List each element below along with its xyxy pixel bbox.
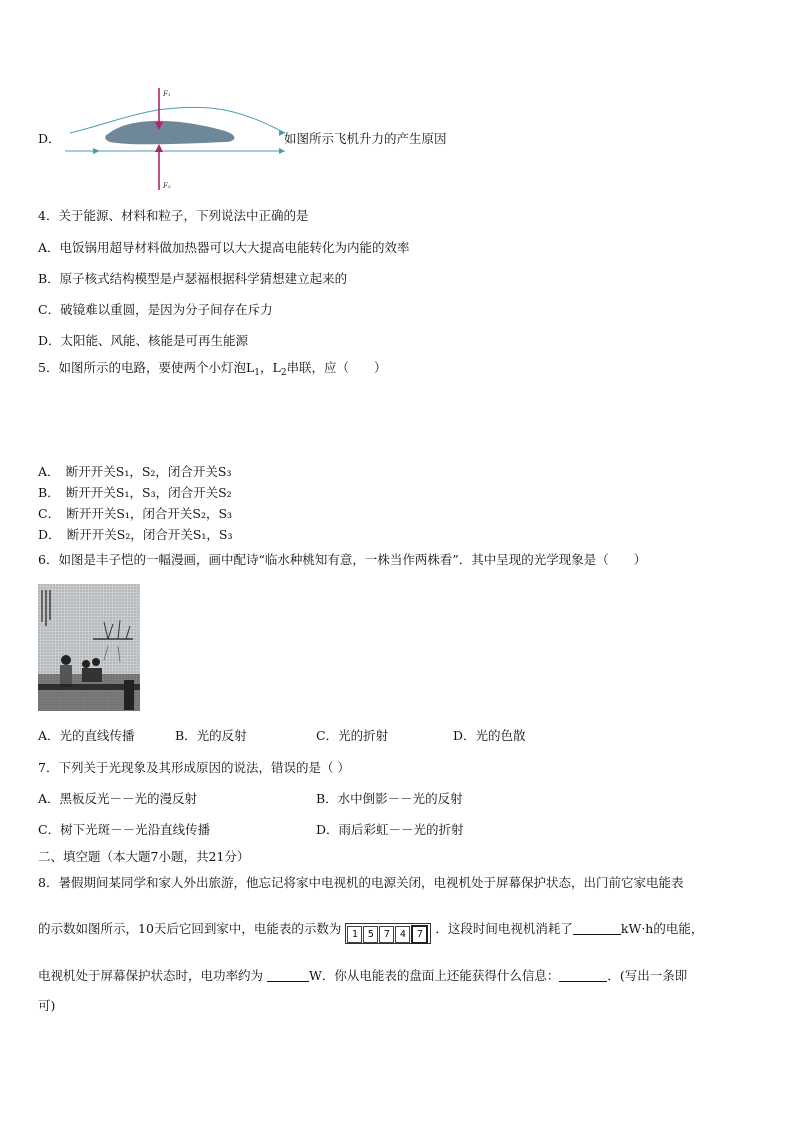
q6-stem: 6．如图是丰子恺的一幅漫画，画中配诗“临水种桃知有意，一株当作两株看”．其中呈现的光学现象是（ ）: [38, 552, 647, 567]
meter-digit: 4: [395, 926, 410, 943]
meter-digit-decimal: 7: [411, 925, 428, 944]
q7-option-c: C．树下光斑－－光沿直线传播: [38, 822, 211, 837]
answer-blank-info[interactable]: [559, 969, 607, 982]
q8-line1: 8．暑假期间某同学和家人外出旅游，他忘记将家中电视机的电源关闭，电视机处于屏幕保护状态，出门前它家电能表: [38, 875, 684, 890]
q4-option-b: B．原子核式结构模型是卢瑟福根据科学猜想建立起来的: [38, 271, 348, 286]
q4-option-c: C．破镜难以重圆，是因为分子间存在斥力: [38, 302, 273, 317]
q8-line3: 电视机处于屏幕保护状态时，电功率约为 W．你从电能表的盘面上还能获得什么信息： ．(写出一条即: [38, 968, 688, 983]
q4-stem: 4．关于能源、材料和粒子，下列说法中正确的是: [38, 208, 309, 223]
q6-option-d: D．光的色散: [453, 728, 526, 743]
meter-digit: 5: [363, 926, 378, 943]
section-heading: 二、填空题（本大题7小题，共21分）: [38, 849, 250, 864]
q5-option-b: B． 断开开关S₁，S₃，闭合开关S₂: [38, 485, 232, 500]
q7-option-b: B．水中倒影－－光的反射: [316, 791, 463, 806]
airfoil-lift-figure: [60, 86, 290, 192]
q7-option-a: A．黑板反光－－光的漫反射: [38, 791, 198, 806]
force-f2-label: F₂: [163, 182, 171, 190]
q8-line4: 可): [38, 998, 56, 1013]
q5-option-c: C． 断开开关S₁，闭合开关S₂，S₃: [38, 506, 233, 521]
meter-digit: 7: [379, 926, 394, 943]
force-f1-label: F₁: [163, 90, 171, 98]
feng-zikai-cartoon-image: [38, 584, 140, 711]
q6-option-a: A．光的直线传播: [38, 728, 135, 743]
q3-option-d-text: 如图所示飞机升力的产生原因: [284, 131, 447, 146]
q5-stem: 5．如图所示的电路，要使两个小灯泡$L_1$，$L_2$串联，应（ ）: [38, 360, 387, 378]
answer-blank-power[interactable]: [267, 969, 309, 982]
q4-option-d: D．太阳能、风能、核能是可再生能源: [38, 333, 249, 348]
q4-option-a: A．电饭锅用超导材料做加热器可以大大提高电能转化为内能的效率: [38, 240, 410, 255]
q3-option-d-label: D．: [38, 131, 61, 146]
q5-option-a: A． 断开开关S₁，S₂，闭合开关S₃: [38, 464, 232, 479]
meter-digit: 1: [347, 926, 362, 943]
q5-option-d: D． 断开开关S₂，闭合开关S₁，S₃: [38, 527, 233, 542]
q7-stem: 7．下列关于光现象及其形成原因的说法，错误的是（ ）: [38, 760, 350, 775]
energy-meter-reading: [345, 923, 431, 944]
q8-line2: 的示数如图所示，10天后它回到家中，电能表的示数为 1 5 7 4 7 ．这段时间电视机消耗了 kW·h的电能，: [38, 921, 703, 944]
q7-option-d: D．雨后彩虹－－光的折射: [316, 822, 464, 837]
q6-option-c: C．光的折射: [316, 728, 389, 743]
answer-blank-energy[interactable]: [573, 922, 621, 935]
q6-option-b: B．光的反射: [175, 728, 247, 743]
